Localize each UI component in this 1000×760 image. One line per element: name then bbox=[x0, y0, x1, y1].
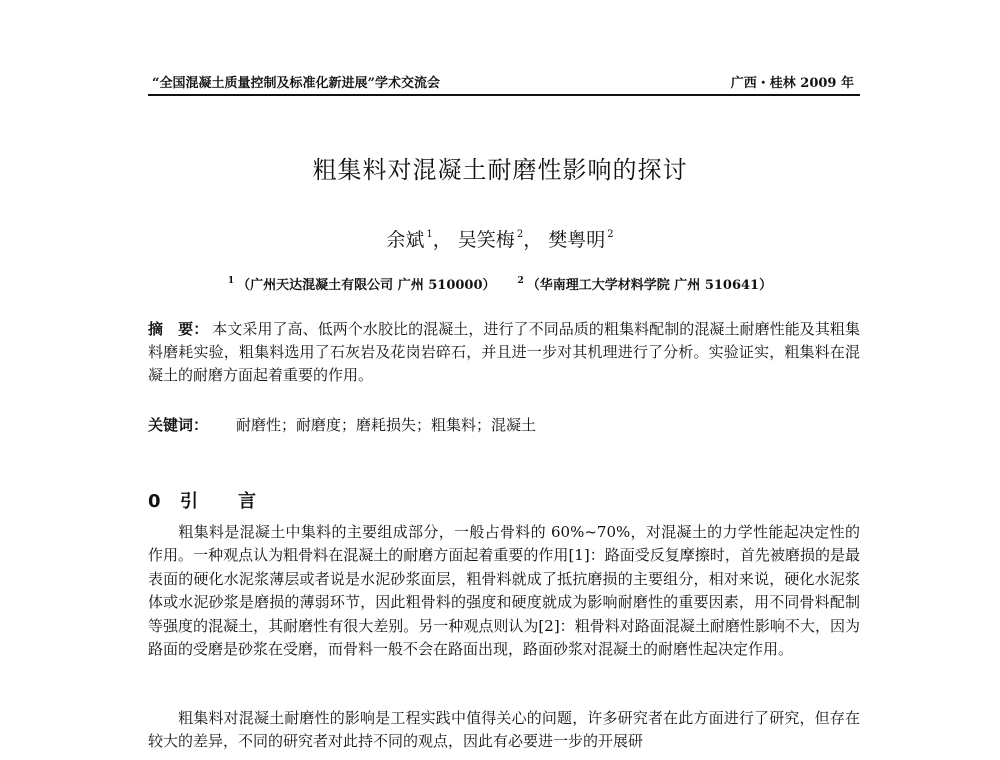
conference-location-year: 广西・桂林 2009 年 bbox=[730, 76, 854, 91]
author-affiliation-mark: 1 bbox=[426, 229, 433, 240]
keywords bbox=[148, 414, 860, 435]
paragraph-text: 粗集料是混凝土中集料的主要组成部分，一般占骨料的 60%~70%，对混凝土的力学性能起决定性的作用。一种观点认为粗骨料在混凝土的耐磨方面起着重要的作用[1]：路面受反复摩擦时，首先被磨损的是最表面的硬化水泥浆薄层或者说是水泥砂浆面层，粗骨料就成了抵抗磨损的主要组分，相对来说，硬化水泥浆体或水泥砂浆是磨损的薄弱环节，因此粗骨料的强度和硬度就成为影响耐磨性的重要因素，用不同骨料配制等强度的混凝土，其耐磨性有很大差别。另一种观点则认为[2]：粗骨料对路面混凝土耐磨性影响不大，因为路面的受磨是砂浆在受磨，而骨料一般不会在路面出现，路面砂浆对混凝土的耐磨性起决定作用。 bbox=[148, 523, 860, 659]
body-paragraph bbox=[148, 521, 860, 661]
affiliation-list bbox=[0, 274, 1000, 293]
author-list bbox=[0, 225, 1000, 252]
keywords-text: 耐磨性；耐磨度；磨耗损失；粗集料；混凝土 bbox=[236, 416, 537, 434]
affiliation-mark: 2 bbox=[517, 276, 524, 286]
section-title-part: 言 bbox=[238, 491, 256, 512]
affiliation-mark: 1 bbox=[227, 276, 235, 286]
section-heading bbox=[148, 487, 256, 513]
author-name: 吴笑梅 bbox=[457, 229, 515, 251]
abstract-text: 本文采用了高、低两个水胶比的混凝土，进行了不同品质的粗集料配制的混凝土耐磨性能及其粗集料磨耗实验，粗集料选用了石灰岩及花岗岩碎石，并且进一步对其机理进行了分析。实验证实，粗集料在混凝土的耐磨方面起着重要的作用。 bbox=[148, 320, 860, 384]
affiliation-text: （广州天达混凝土有限公司 广州 510000） bbox=[237, 278, 496, 293]
body-paragraph bbox=[148, 707, 860, 754]
abstract-label: 摘 要： bbox=[148, 320, 209, 338]
author-separator: ， bbox=[523, 229, 543, 251]
affiliation-text: （华南理工大学材料学院 广州 510641） bbox=[526, 278, 773, 293]
conference-name: “全国混凝土质量控制及标准化新进展”学术交流会 bbox=[152, 76, 440, 91]
section-title-part: 引 bbox=[180, 491, 198, 512]
author-separator: ， bbox=[432, 229, 452, 251]
author-name: 樊粤明 bbox=[548, 229, 606, 251]
keywords-label: 关键词： bbox=[148, 416, 209, 434]
paragraph-text: 粗集料对混凝土耐磨性的影响是工程实践中值得关心的问题，许多研究者在此方面进行了研究，但存在较大的差异，不同的研究者对此持不同的观点，因此有必要进一步的开展研 bbox=[148, 709, 860, 751]
section-number: 0 bbox=[148, 491, 161, 512]
author-affiliation-mark: 2 bbox=[607, 229, 614, 240]
author-affiliation-mark: 2 bbox=[516, 229, 524, 240]
author-name: 余斌 bbox=[386, 229, 425, 251]
paper-title: 粗集料对混凝土耐磨性影响的探讨 bbox=[312, 156, 688, 184]
running-header bbox=[148, 70, 860, 96]
abstract bbox=[148, 318, 860, 387]
